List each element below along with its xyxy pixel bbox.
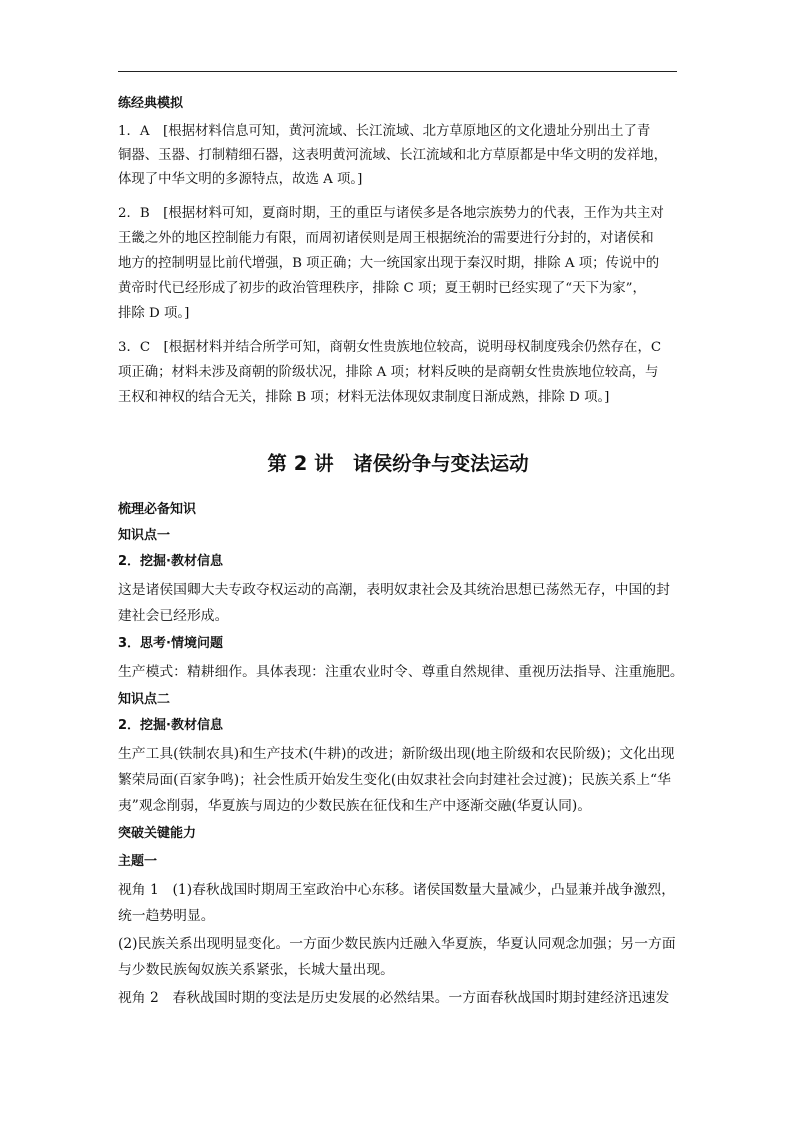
answer-1-line-1: 1．A [根据材料信息可知，黄河流域、长江流域、北方草原地区的文化遗址分别出土了青 bbox=[118, 124, 651, 139]
header-rule bbox=[118, 71, 677, 72]
kp1-item3-heading: 3．思考·情境问题 bbox=[118, 636, 223, 651]
theme1-view2-line-1: 视角 2 春秋战国时期的变法是历史发展的必然结果。一方面春秋战国时期封建经济迅速发 bbox=[118, 990, 670, 1006]
lecture-title: 第 2 讲 诸侯纷争与变法运动 bbox=[267, 452, 529, 475]
section-heading-review: 梳理必备知识 bbox=[118, 502, 197, 517]
kp2-item2-line-1: 生产工具(铁制农具)和生产技术(牛耕)的改进；新阶级出现(地主阶级和农民阶级)；文化出现 bbox=[118, 746, 675, 762]
answer-3-line-2: 项正确；材料未涉及商朝的阶级状况，排除 A 项；材料反映的是商朝女性贵族地位较高，与 bbox=[118, 365, 659, 380]
theme1-view1-line-3: (2)民族关系出现明显变化。一方面少数民族内迁融入华夏族，华夏认同观念加强；另一方面 bbox=[118, 936, 676, 952]
answer-3-line-1: 3．C [根据材料并结合所学可知，商朝女性贵族地位较高，说明母权制度残余仍然存在，C bbox=[118, 340, 662, 355]
theme1-view1-line-2: 统一趋势明显。 bbox=[118, 908, 215, 924]
kp2-item2-heading: 2．挖掘·教材信息 bbox=[118, 718, 223, 733]
kp1-item2-line-2: 建社会已经形成。 bbox=[118, 608, 229, 624]
kp1-item2-line-1: 这是诸侯国卿大夫专政夺权运动的高潮，表明奴隶社会及其统治思想已荡然无存，中国的封 bbox=[118, 582, 670, 598]
answer-2-line-2: 王畿之外的地区控制能力有限，而周初诸侯则是周王根据统治的需要进行分封的，对诸侯和 bbox=[118, 231, 654, 246]
theme1-view1-line-4: 与少数民族匈奴族关系紧张，长城大量出现。 bbox=[118, 962, 394, 978]
theme1-view1-line-1: 视角 1 (1)春秋战国时期周王室政治中心东移。诸侯国数量大量减少，凸显兼并战争激烈， bbox=[118, 882, 675, 898]
theme-1-label: 主题一 bbox=[118, 854, 158, 869]
kp1-item3-line-1: 生产模式：精耕细作。具体表现：注重农业时令、尊重自然规律、重视历法指导、注重施肥。 bbox=[118, 664, 684, 680]
kp2-item2-line-3: 夷”观念削弱，华夏族与周边的少数民族在征伐和生产中逐渐交融(华夏认同)。 bbox=[118, 798, 592, 814]
kp2-item2-line-2: 繁荣局面(百家争鸣)；社会性质开始发生变化(由奴隶社会向封建社会过渡)；民族关系上“华 bbox=[118, 772, 671, 788]
knowledge-point-2-label: 知识点二 bbox=[118, 692, 171, 707]
answer-1-line-2: 铜器、玉器、打制精细石器，这表明黄河流域、长江流域和北方草原都是中华文明的发祥地， bbox=[118, 148, 668, 163]
kp1-item2-heading: 2．挖掘·教材信息 bbox=[118, 554, 223, 569]
exercise-heading: 练经典模拟 bbox=[118, 96, 184, 111]
answer-1-line-3: 体现了中华文明的多源特点，故选 A 项。] bbox=[118, 172, 363, 187]
knowledge-point-1-label: 知识点一 bbox=[118, 528, 171, 543]
answer-2-line-3: 地方的控制明显比前代增强，B 项正确；大一统国家出现于秦汉时期，排除 A 项；传说中的 bbox=[118, 256, 660, 271]
answer-3-line-3: 王权和神权的结合无关，排除 B 项；材料无法体现奴隶制度日渐成熟，排除 D 项。] bbox=[118, 390, 610, 405]
answer-2-line-1: 2．B [根据材料可知，夏商时期，王的重臣与诸侯多是各地宗族势力的代表，王作为共主对 bbox=[118, 206, 664, 221]
answer-2-line-5: 排除 D 项。] bbox=[118, 306, 190, 321]
answer-2-line-4: 黄帝时代已经形成了初步的政治管理秩序，排除 C 项；夏王朝时已经实现了“天下为家”， bbox=[118, 281, 646, 296]
section-heading-breakthrough: 突破关键能力 bbox=[118, 826, 197, 841]
